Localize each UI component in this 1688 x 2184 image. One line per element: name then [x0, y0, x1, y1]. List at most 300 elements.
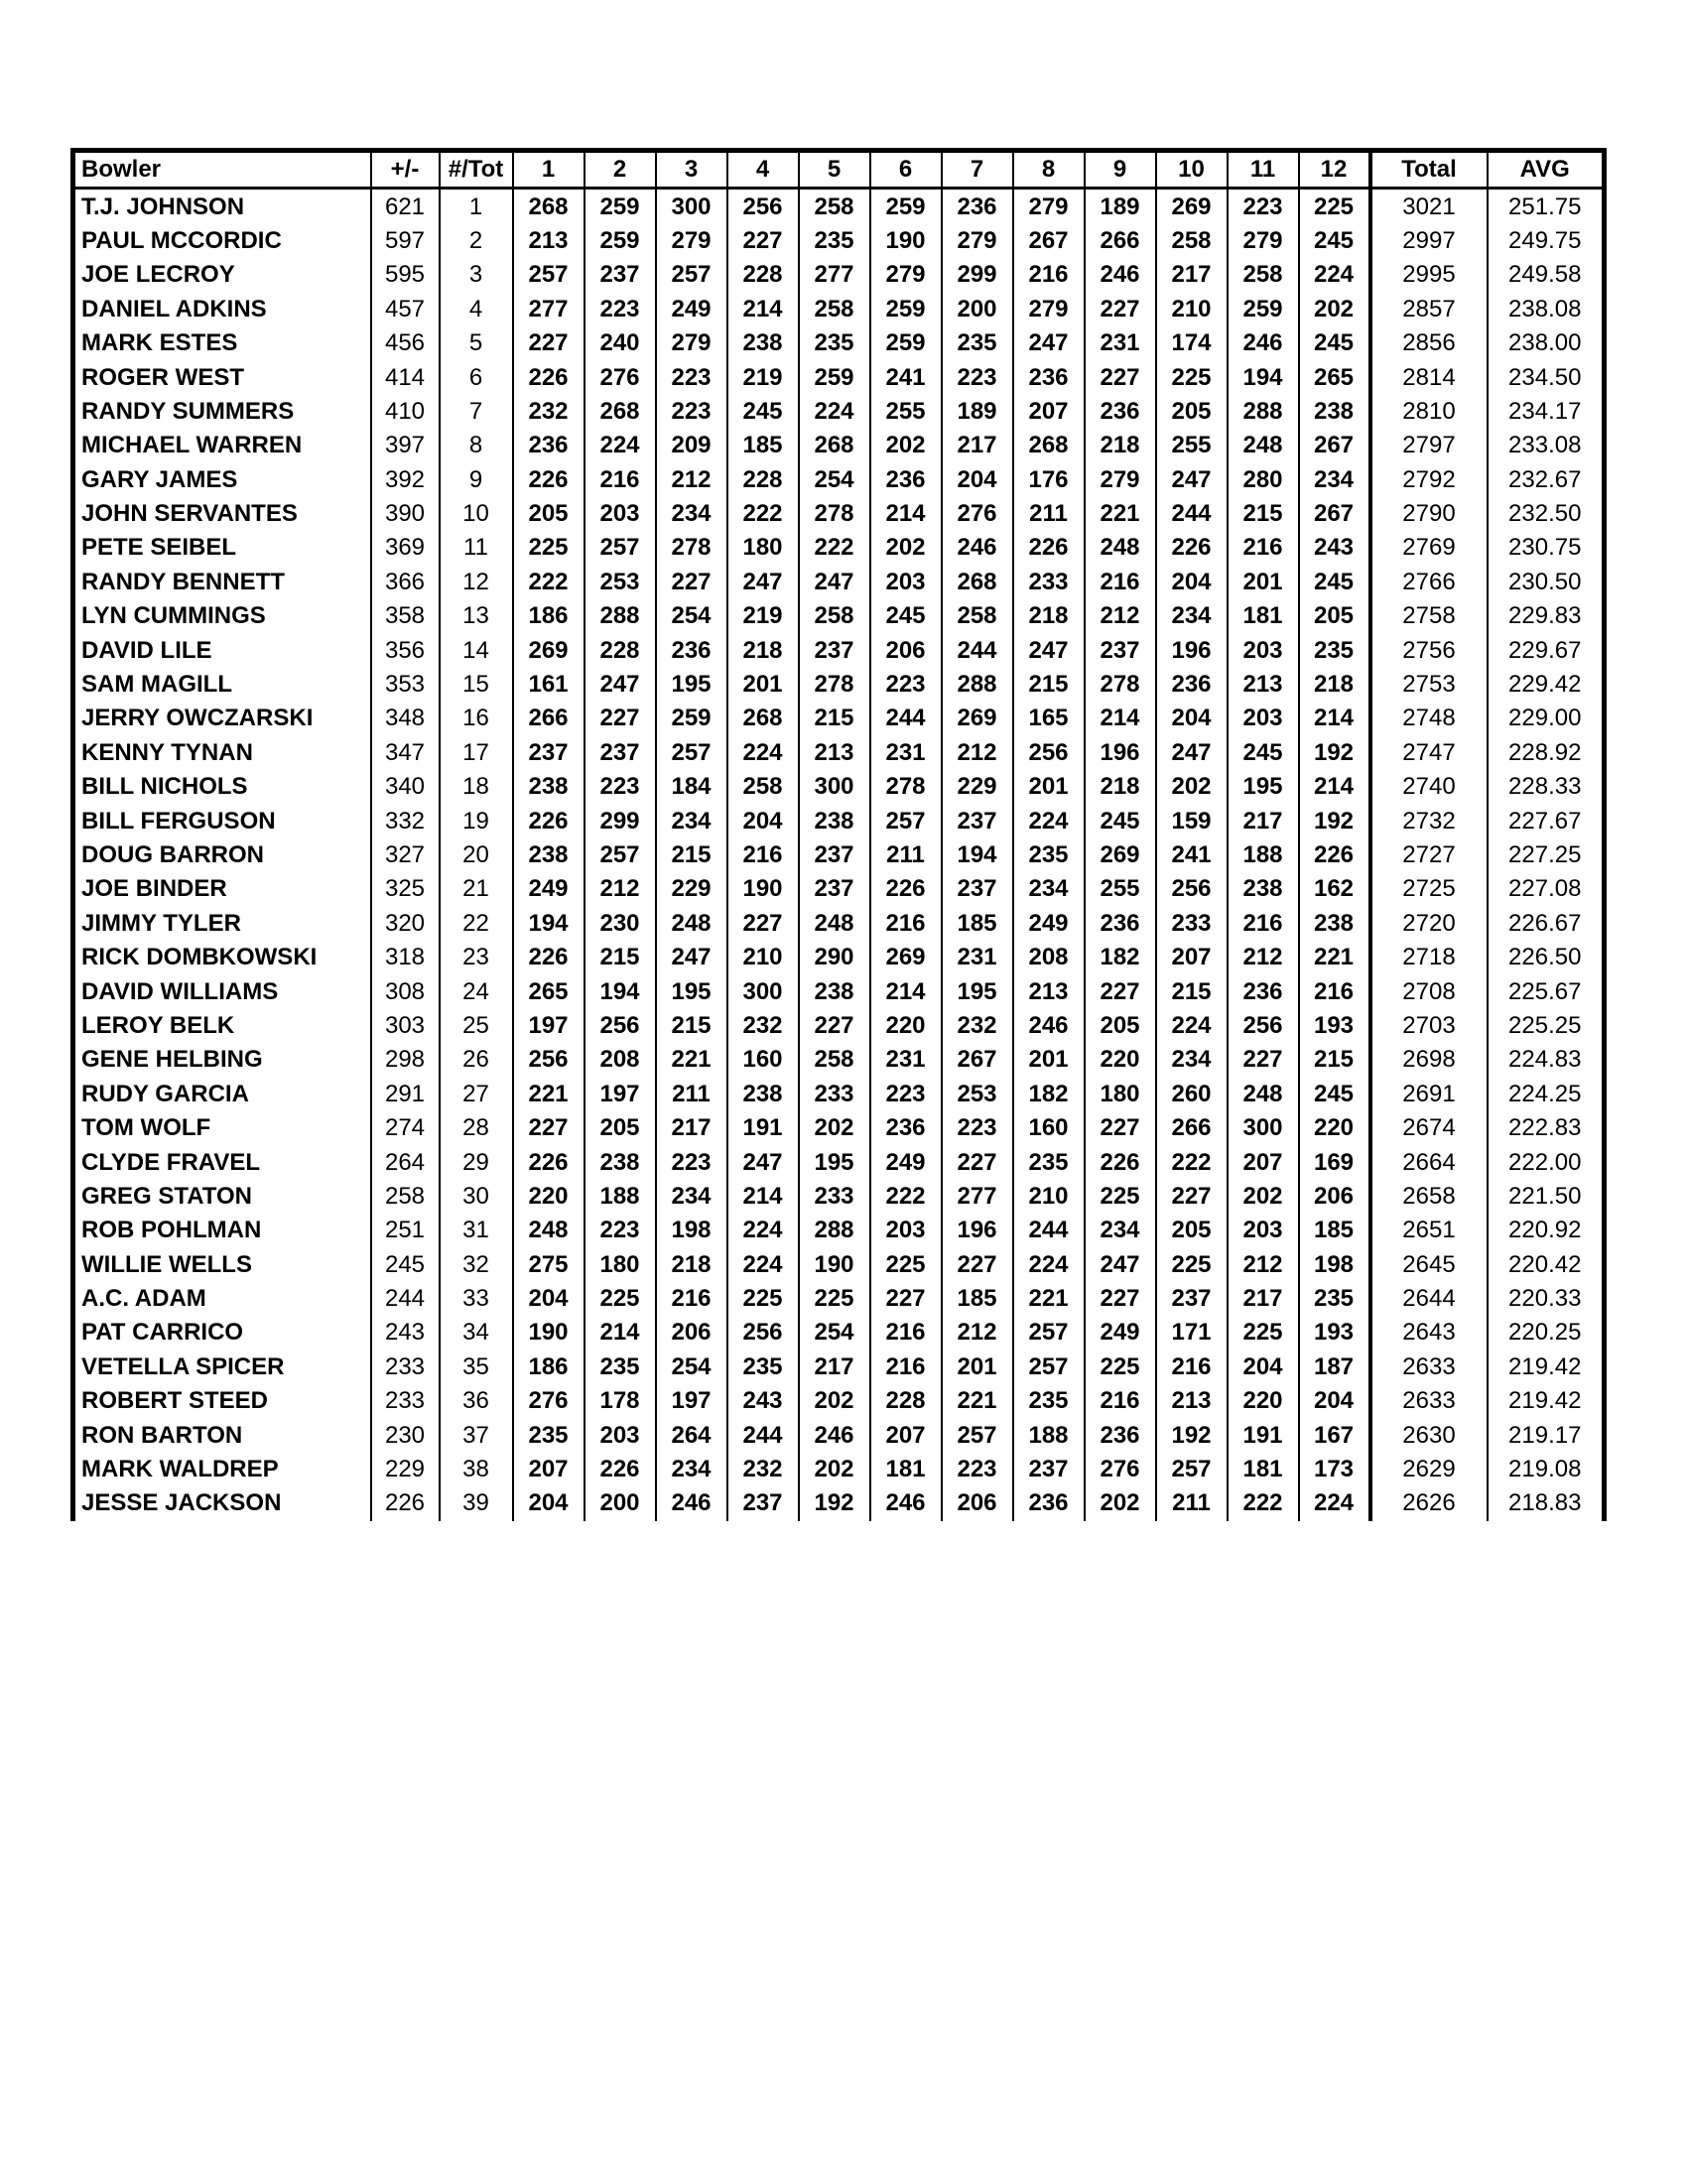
- cell-game-5: 222: [799, 531, 870, 565]
- cell-game-6: 225: [870, 1248, 942, 1282]
- cell-game-4: 224: [727, 1214, 799, 1247]
- cell-total: 2629: [1370, 1453, 1488, 1486]
- cell-game-4: 258: [727, 770, 799, 804]
- cell-game-12: 202: [1299, 293, 1370, 326]
- cell-game-3: 215: [656, 838, 727, 872]
- cell-total: 2857: [1370, 293, 1488, 326]
- cell-game-12: 235: [1299, 633, 1370, 667]
- cell-plus-minus: 358: [371, 599, 440, 633]
- cell-plus-minus: 410: [371, 395, 440, 429]
- cell-game-12: 162: [1299, 872, 1370, 906]
- cell-bowler: ROGER WEST: [73, 360, 371, 394]
- cell-game-2: 256: [584, 1009, 656, 1043]
- cell-game-7: 267: [942, 1043, 1013, 1077]
- cell-plus-minus: 230: [371, 1418, 440, 1452]
- cell-game-8: 244: [1013, 1214, 1085, 1247]
- cell-game-2: 188: [584, 1180, 656, 1214]
- cell-game-2: 276: [584, 360, 656, 394]
- cell-game-12: 205: [1299, 599, 1370, 633]
- cell-game-6: 223: [870, 668, 942, 702]
- cell-total: 2718: [1370, 941, 1488, 974]
- cell-game-7: 217: [942, 429, 1013, 462]
- cell-game-4: 228: [727, 463, 799, 497]
- cell-game-7: 257: [942, 1418, 1013, 1452]
- cell-game-11: 288: [1228, 395, 1299, 429]
- cell-total: 2708: [1370, 974, 1488, 1008]
- cell-game-10: 225: [1156, 1248, 1228, 1282]
- cell-game-2: 194: [584, 974, 656, 1008]
- cell-bowler: PAUL MCCORDIC: [73, 224, 371, 258]
- cell-game-6: 259: [870, 293, 942, 326]
- cell-game-9: 278: [1085, 668, 1156, 702]
- cell-game-11: 280: [1228, 463, 1299, 497]
- cell-game-10: 222: [1156, 1145, 1228, 1179]
- cell-game-3: 236: [656, 633, 727, 667]
- cell-game-1: 248: [513, 1214, 584, 1247]
- cell-plus-minus: 251: [371, 1214, 440, 1247]
- cell-game-2: 257: [584, 838, 656, 872]
- cell-avg: 226.50: [1488, 941, 1605, 974]
- cell-plus-minus: 325: [371, 872, 440, 906]
- cell-game-2: 197: [584, 1078, 656, 1111]
- cell-avg: 232.50: [1488, 497, 1605, 531]
- cell-game-8: 247: [1013, 633, 1085, 667]
- cell-rank: 8: [440, 429, 513, 462]
- cell-game-2: 200: [584, 1486, 656, 1520]
- cell-total: 2753: [1370, 668, 1488, 702]
- cell-plus-minus: 244: [371, 1282, 440, 1316]
- cell-game-3: 215: [656, 1009, 727, 1043]
- cell-plus-minus: 320: [371, 907, 440, 941]
- cell-bowler: GARY JAMES: [73, 463, 371, 497]
- cell-game-12: 265: [1299, 360, 1370, 394]
- cell-game-2: 224: [584, 429, 656, 462]
- cell-game-6: 214: [870, 974, 942, 1008]
- cell-game-5: 238: [799, 974, 870, 1008]
- cell-game-12: 215: [1299, 1043, 1370, 1077]
- cell-game-9: 220: [1085, 1043, 1156, 1077]
- cell-game-10: 266: [1156, 1111, 1228, 1145]
- cell-game-4: 219: [727, 599, 799, 633]
- cell-game-9: 227: [1085, 360, 1156, 394]
- cell-game-4: 237: [727, 1486, 799, 1520]
- table-row: [73, 1350, 1605, 1384]
- cell-game-9: 212: [1085, 599, 1156, 633]
- table-row: [73, 838, 1605, 872]
- cell-rank: 14: [440, 633, 513, 667]
- cell-plus-minus: 229: [371, 1453, 440, 1486]
- header-game-4: 4: [727, 151, 799, 189]
- cell-game-4: 238: [727, 1078, 799, 1111]
- cell-game-1: 186: [513, 1350, 584, 1384]
- cell-plus-minus: 332: [371, 804, 440, 837]
- cell-game-10: 215: [1156, 974, 1228, 1008]
- table-row: [73, 1418, 1605, 1452]
- cell-game-7: 221: [942, 1384, 1013, 1418]
- cell-rank: 12: [440, 566, 513, 599]
- cell-avg: 228.92: [1488, 736, 1605, 770]
- header-game-7: 7: [942, 151, 1013, 189]
- cell-game-1: 265: [513, 974, 584, 1008]
- cell-rank: 17: [440, 736, 513, 770]
- cell-game-5: 246: [799, 1418, 870, 1452]
- cell-total: 2766: [1370, 566, 1488, 599]
- table-row: [73, 1214, 1605, 1247]
- cell-game-11: 227: [1228, 1043, 1299, 1077]
- cell-game-9: 216: [1085, 1384, 1156, 1418]
- cell-game-6: 246: [870, 1486, 942, 1520]
- cell-game-2: 212: [584, 872, 656, 906]
- cell-game-6: 269: [870, 941, 942, 974]
- cell-avg: 222.00: [1488, 1145, 1605, 1179]
- cell-plus-minus: 327: [371, 838, 440, 872]
- cell-game-6: 211: [870, 838, 942, 872]
- cell-game-3: 218: [656, 1248, 727, 1282]
- cell-game-3: 223: [656, 1145, 727, 1179]
- cell-game-6: 231: [870, 736, 942, 770]
- cell-game-8: 234: [1013, 872, 1085, 906]
- cell-total: 2626: [1370, 1486, 1488, 1520]
- cell-game-7: 185: [942, 907, 1013, 941]
- cell-game-9: 227: [1085, 974, 1156, 1008]
- cell-game-10: 237: [1156, 1282, 1228, 1316]
- cell-plus-minus: 356: [371, 633, 440, 667]
- cell-game-12: 234: [1299, 463, 1370, 497]
- cell-game-8: 213: [1013, 974, 1085, 1008]
- cell-game-7: 288: [942, 668, 1013, 702]
- cell-game-3: 212: [656, 463, 727, 497]
- cell-game-3: 254: [656, 599, 727, 633]
- cell-game-9: 214: [1085, 702, 1156, 735]
- cell-game-5: 247: [799, 566, 870, 599]
- cell-game-9: 236: [1085, 395, 1156, 429]
- cell-game-5: 258: [799, 599, 870, 633]
- cell-avg: 222.83: [1488, 1111, 1605, 1145]
- cell-total: 2720: [1370, 907, 1488, 941]
- cell-game-11: 194: [1228, 360, 1299, 394]
- cell-game-12: 193: [1299, 1009, 1370, 1043]
- cell-game-4: 247: [727, 566, 799, 599]
- cell-game-5: 268: [799, 429, 870, 462]
- cell-game-6: 216: [870, 907, 942, 941]
- cell-game-12: 226: [1299, 838, 1370, 872]
- cell-bowler: DAVID WILLIAMS: [73, 974, 371, 1008]
- cell-game-12: 167: [1299, 1418, 1370, 1452]
- cell-game-7: 231: [942, 941, 1013, 974]
- cell-game-10: 260: [1156, 1078, 1228, 1111]
- cell-game-4: 190: [727, 872, 799, 906]
- cell-game-2: 215: [584, 941, 656, 974]
- cell-game-2: 203: [584, 497, 656, 531]
- cell-game-3: 234: [656, 1453, 727, 1486]
- cell-bowler: DANIEL ADKINS: [73, 293, 371, 326]
- cell-plus-minus: 243: [371, 1316, 440, 1349]
- cell-game-10: 159: [1156, 804, 1228, 837]
- cell-game-3: 278: [656, 531, 727, 565]
- cell-game-3: 234: [656, 804, 727, 837]
- cell-game-6: 241: [870, 360, 942, 394]
- cell-game-12: 214: [1299, 770, 1370, 804]
- table-row: [73, 1316, 1605, 1349]
- table-body: [73, 189, 1605, 1521]
- cell-rank: 5: [440, 326, 513, 360]
- cell-game-5: 237: [799, 633, 870, 667]
- bowler-standings-table: [70, 148, 1607, 1521]
- cell-game-12: 206: [1299, 1180, 1370, 1214]
- cell-game-11: 191: [1228, 1418, 1299, 1452]
- cell-bowler: VETELLA SPICER: [73, 1350, 371, 1384]
- cell-total: 2747: [1370, 736, 1488, 770]
- cell-bowler: MARK ESTES: [73, 326, 371, 360]
- cell-game-9: 237: [1085, 633, 1156, 667]
- cell-game-8: 201: [1013, 770, 1085, 804]
- cell-game-8: 235: [1013, 838, 1085, 872]
- cell-game-10: 205: [1156, 395, 1228, 429]
- cell-game-10: 196: [1156, 633, 1228, 667]
- cell-game-3: 257: [656, 736, 727, 770]
- cell-game-7: 246: [942, 531, 1013, 565]
- cell-avg: 219.17: [1488, 1418, 1605, 1452]
- cell-game-6: 257: [870, 804, 942, 837]
- cell-bowler: BILL FERGUSON: [73, 804, 371, 837]
- cell-game-5: 258: [799, 293, 870, 326]
- cell-game-12: 245: [1299, 326, 1370, 360]
- cell-game-7: 227: [942, 1145, 1013, 1179]
- cell-avg: 225.25: [1488, 1009, 1605, 1043]
- cell-game-9: 246: [1085, 258, 1156, 292]
- cell-game-2: 259: [584, 224, 656, 258]
- cell-game-7: 196: [942, 1214, 1013, 1247]
- cell-avg: 249.75: [1488, 224, 1605, 258]
- table-row: [73, 531, 1605, 565]
- header-plus-minus: +/-: [371, 151, 440, 189]
- cell-game-12: 224: [1299, 1486, 1370, 1520]
- cell-game-5: 258: [799, 1043, 870, 1077]
- cell-total: 2664: [1370, 1145, 1488, 1179]
- cell-game-5: 202: [799, 1384, 870, 1418]
- cell-avg: 234.50: [1488, 360, 1605, 394]
- cell-game-1: 204: [513, 1282, 584, 1316]
- cell-game-9: 226: [1085, 1145, 1156, 1179]
- cell-game-7: 223: [942, 360, 1013, 394]
- cell-game-1: 190: [513, 1316, 584, 1349]
- cell-game-3: 195: [656, 974, 727, 1008]
- cell-total: 2643: [1370, 1316, 1488, 1349]
- cell-game-6: 222: [870, 1180, 942, 1214]
- cell-game-5: 254: [799, 463, 870, 497]
- cell-game-12: 216: [1299, 974, 1370, 1008]
- cell-game-9: 227: [1085, 293, 1156, 326]
- cell-game-3: 217: [656, 1111, 727, 1145]
- cell-game-11: 222: [1228, 1486, 1299, 1520]
- cell-bowler: JOHN SERVANTES: [73, 497, 371, 531]
- cell-bowler: JOE LECROY: [73, 258, 371, 292]
- cell-avg: 233.08: [1488, 429, 1605, 462]
- cell-avg: 221.50: [1488, 1180, 1605, 1214]
- cell-game-6: 223: [870, 1078, 942, 1111]
- cell-game-7: 206: [942, 1486, 1013, 1520]
- cell-avg: 251.75: [1488, 189, 1605, 224]
- cell-game-12: 238: [1299, 395, 1370, 429]
- cell-game-1: 249: [513, 872, 584, 906]
- cell-game-5: 300: [799, 770, 870, 804]
- cell-game-7: 237: [942, 872, 1013, 906]
- cell-game-2: 288: [584, 599, 656, 633]
- cell-game-5: 215: [799, 702, 870, 735]
- cell-game-9: 269: [1085, 838, 1156, 872]
- cell-game-8: 257: [1013, 1316, 1085, 1349]
- cell-game-7: 269: [942, 702, 1013, 735]
- cell-game-11: 217: [1228, 804, 1299, 837]
- cell-game-11: 220: [1228, 1384, 1299, 1418]
- table-row: [73, 1145, 1605, 1179]
- table-row: [73, 736, 1605, 770]
- cell-bowler: T.J. JOHNSON: [73, 189, 371, 224]
- cell-game-12: 187: [1299, 1350, 1370, 1384]
- cell-game-8: 279: [1013, 189, 1085, 224]
- cell-game-9: 180: [1085, 1078, 1156, 1111]
- cell-total: 2769: [1370, 531, 1488, 565]
- cell-game-1: 204: [513, 1486, 584, 1520]
- cell-game-1: 236: [513, 429, 584, 462]
- cell-total: 2630: [1370, 1418, 1488, 1452]
- cell-game-12: 245: [1299, 224, 1370, 258]
- cell-bowler: KENNY TYNAN: [73, 736, 371, 770]
- cell-game-2: 235: [584, 1350, 656, 1384]
- cell-game-4: 235: [727, 1350, 799, 1384]
- cell-game-1: 213: [513, 224, 584, 258]
- cell-game-7: 223: [942, 1453, 1013, 1486]
- cell-game-8: 247: [1013, 326, 1085, 360]
- table-row: [73, 804, 1605, 837]
- cell-game-12: 173: [1299, 1453, 1370, 1486]
- cell-game-10: 216: [1156, 1350, 1228, 1384]
- cell-game-8: 236: [1013, 1486, 1085, 1520]
- cell-game-10: 244: [1156, 497, 1228, 531]
- cell-game-1: 277: [513, 293, 584, 326]
- cell-game-7: 194: [942, 838, 1013, 872]
- cell-game-2: 230: [584, 907, 656, 941]
- table-row: [73, 395, 1605, 429]
- cell-game-4: 247: [727, 1145, 799, 1179]
- cell-game-11: 181: [1228, 599, 1299, 633]
- cell-avg: 227.67: [1488, 804, 1605, 837]
- cell-avg: 228.33: [1488, 770, 1605, 804]
- cell-game-8: 211: [1013, 497, 1085, 531]
- cell-game-11: 258: [1228, 258, 1299, 292]
- cell-bowler: JERRY OWCZARSKI: [73, 702, 371, 735]
- cell-game-5: 224: [799, 395, 870, 429]
- header-row: [73, 151, 1605, 189]
- cell-game-9: 221: [1085, 497, 1156, 531]
- cell-bowler: JIMMY TYLER: [73, 907, 371, 941]
- cell-game-2: 223: [584, 1214, 656, 1247]
- cell-game-4: 201: [727, 668, 799, 702]
- cell-game-12: 267: [1299, 497, 1370, 531]
- cell-game-4: 185: [727, 429, 799, 462]
- cell-game-6: 202: [870, 429, 942, 462]
- cell-game-7: 235: [942, 326, 1013, 360]
- cell-game-8: 207: [1013, 395, 1085, 429]
- cell-rank: 10: [440, 497, 513, 531]
- cell-game-10: 247: [1156, 463, 1228, 497]
- cell-plus-minus: 233: [371, 1384, 440, 1418]
- cell-game-8: 216: [1013, 258, 1085, 292]
- cell-game-7: 253: [942, 1078, 1013, 1111]
- header-avg: AVG: [1488, 151, 1605, 189]
- standings-sheet: [70, 148, 1607, 1521]
- cell-game-9: 227: [1085, 1282, 1156, 1316]
- cell-bowler: RANDY SUMMERS: [73, 395, 371, 429]
- cell-plus-minus: 258: [371, 1180, 440, 1214]
- cell-game-7: 258: [942, 599, 1013, 633]
- table-row: [73, 633, 1605, 667]
- table-row: [73, 668, 1605, 702]
- cell-game-10: 269: [1156, 189, 1228, 224]
- cell-game-7: 185: [942, 1282, 1013, 1316]
- cell-bowler: GREG STATON: [73, 1180, 371, 1214]
- cell-rank: 19: [440, 804, 513, 837]
- cell-game-10: 257: [1156, 1453, 1228, 1486]
- cell-game-6: 203: [870, 1214, 942, 1247]
- cell-game-10: 236: [1156, 668, 1228, 702]
- cell-rank: 18: [440, 770, 513, 804]
- header-game-11: 11: [1228, 151, 1299, 189]
- cell-game-6: 249: [870, 1145, 942, 1179]
- cell-bowler: JESSE JACKSON: [73, 1486, 371, 1520]
- cell-game-3: 221: [656, 1043, 727, 1077]
- cell-plus-minus: 245: [371, 1248, 440, 1282]
- cell-rank: 31: [440, 1214, 513, 1247]
- cell-game-5: 278: [799, 497, 870, 531]
- cell-total: 2703: [1370, 1009, 1488, 1043]
- cell-game-9: 182: [1085, 941, 1156, 974]
- cell-game-9: 245: [1085, 804, 1156, 837]
- cell-avg: 219.08: [1488, 1453, 1605, 1486]
- cell-avg: 238.00: [1488, 326, 1605, 360]
- cell-game-6: 226: [870, 872, 942, 906]
- cell-plus-minus: 340: [371, 770, 440, 804]
- table-row: [73, 702, 1605, 735]
- cell-game-1: 194: [513, 907, 584, 941]
- cell-game-4: 191: [727, 1111, 799, 1145]
- cell-rank: 37: [440, 1418, 513, 1452]
- cell-game-8: 279: [1013, 293, 1085, 326]
- cell-rank: 34: [440, 1316, 513, 1349]
- header-game-6: 6: [870, 151, 942, 189]
- cell-game-10: 241: [1156, 838, 1228, 872]
- cell-game-4: 245: [727, 395, 799, 429]
- cell-avg: 220.33: [1488, 1282, 1605, 1316]
- cell-total: 2792: [1370, 463, 1488, 497]
- cell-rank: 1: [440, 189, 513, 224]
- cell-bowler: SAM MAGILL: [73, 668, 371, 702]
- cell-game-3: 279: [656, 224, 727, 258]
- cell-game-6: 231: [870, 1043, 942, 1077]
- cell-rank: 22: [440, 907, 513, 941]
- cell-bowler: DOUG BARRON: [73, 838, 371, 872]
- cell-plus-minus: 392: [371, 463, 440, 497]
- cell-game-6: 214: [870, 497, 942, 531]
- cell-total: 2691: [1370, 1078, 1488, 1111]
- cell-game-8: 160: [1013, 1111, 1085, 1145]
- cell-avg: 227.25: [1488, 838, 1605, 872]
- header-rank: #/Tot: [440, 151, 513, 189]
- cell-game-9: 234: [1085, 1214, 1156, 1247]
- cell-game-6: 216: [870, 1350, 942, 1384]
- cell-plus-minus: 397: [371, 429, 440, 462]
- cell-game-4: 300: [727, 974, 799, 1008]
